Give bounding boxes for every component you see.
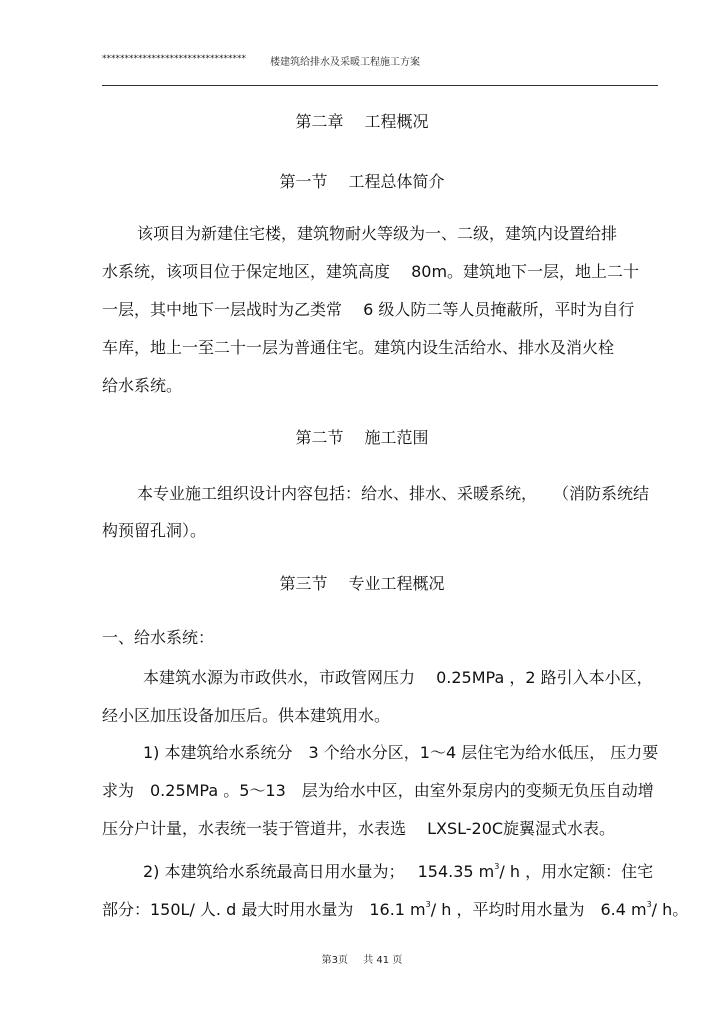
paragraph-line: 求为 0.25MPa 。5～13 层为给水中区，由室外泵房内的变频无负压自动增 <box>102 781 654 800</box>
text-segment: 2) 本建筑给水系统最高日用水量为； 154.35 m <box>143 862 495 881</box>
paragraph-line: 构预留孔洞）。 <box>102 521 207 540</box>
superscript: 3 <box>494 862 500 871</box>
text-segment: / h ，用水定额：住宅 <box>499 862 654 881</box>
paragraph-line: 本专业施工组织设计内容包括：给水、排水、采暖系统， （消防系统结 <box>137 484 650 503</box>
superscript: 3 <box>646 900 652 909</box>
paragraph-line: 一层，其中地下一层战时为乙类常 6 级人防二等人员掩蔽所，平时为自行 <box>102 300 635 319</box>
header-rule <box>102 85 658 86</box>
paragraph-line: 压分户计量，水表统一装于管道井，水表选 LXSL-20C旋翼湿式水表。 <box>102 819 616 838</box>
paragraph-line: 经小区加压设备加压后。供本建筑用水。 <box>102 706 391 725</box>
page-footer <box>0 951 724 966</box>
section-3-title: 第三节 专业工程概况 <box>279 574 445 593</box>
paragraph-line: 1) 本建筑给水系统分 3 个给水分区，1～4 层住宅为给水低压， 压力要 <box>143 743 659 762</box>
paragraph-line-flow-1 <box>143 857 653 882</box>
header-stars: ******************************** <box>102 54 246 64</box>
paragraph-line: 车库，地上一至二十一层为普通住宅。建筑内设生活给水、排水及消火栓 <box>102 338 615 357</box>
text-segment: 部分：150L/ 人. d 最大时用水量为 16.1 m <box>102 900 426 919</box>
section-1-title: 第一节 工程总体简介 <box>279 172 445 191</box>
text-segment: / h。 <box>651 900 689 919</box>
subsection-heading: 一、给水系统： <box>102 628 215 647</box>
paragraph-line: 该项目为新建住宅楼，建筑物耐火等级为一、二级，建筑内设置给排 <box>137 224 618 243</box>
superscript: 3 <box>425 900 431 909</box>
paragraph-line-flow-2 <box>102 895 688 920</box>
chapter-title: 第二章 工程概况 <box>295 112 429 131</box>
section-2-title: 第二节 施工范围 <box>295 428 429 447</box>
paragraph-line: 给水系统。 <box>102 376 183 395</box>
paragraph-line: 水系统，该项目位于保定地区，建筑高度 80m。建筑地下一层，地上二十 <box>102 262 640 281</box>
page-total: 共 41 页 <box>363 955 403 966</box>
page-number: 第3页 <box>321 955 349 966</box>
text-segment: / h ，平均时用水量为 6.4 m <box>430 900 647 919</box>
paragraph-line: 本建筑水源为市政供水，市政管网压力 0.25MPa ，2 路引入本小区， <box>143 668 653 687</box>
header-title: 楼建筑给排水及采暖工程施工方案 <box>270 57 420 68</box>
